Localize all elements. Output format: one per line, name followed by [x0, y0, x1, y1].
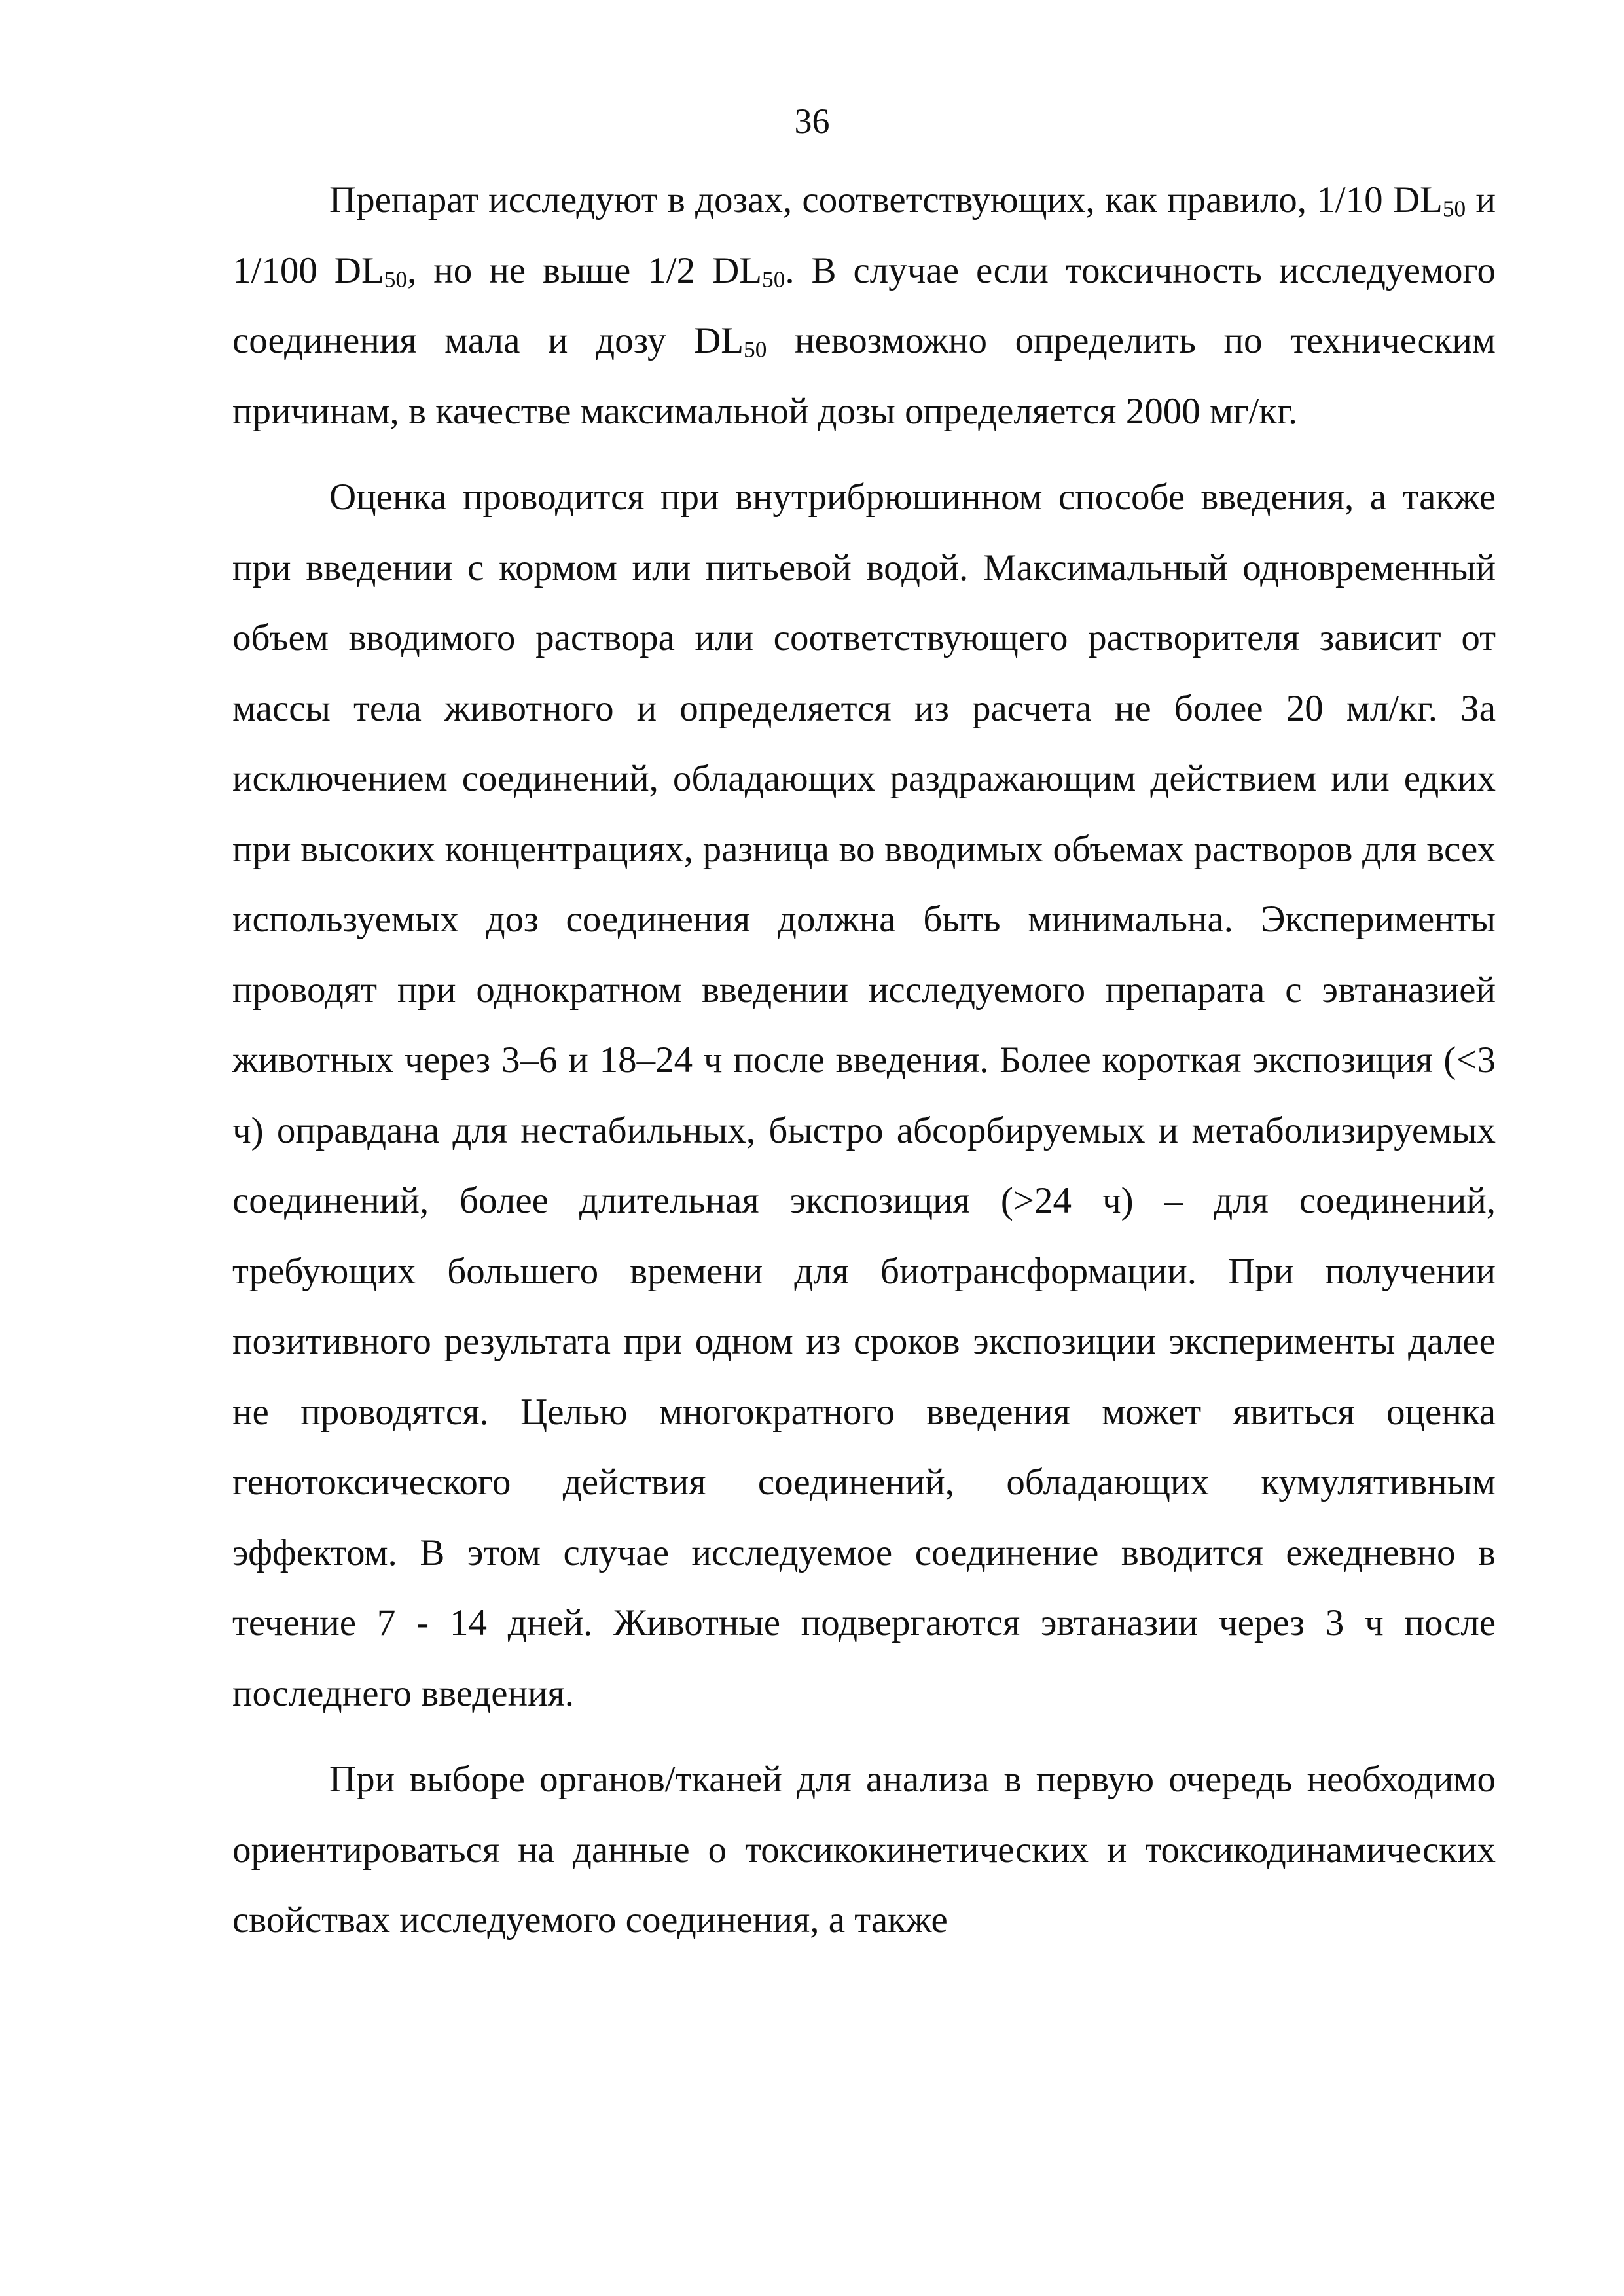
page-number: 36: [794, 101, 830, 141]
paragraph-organ-selection: При выборе органов/тканей для анализа в первую очередь необходимо ориентироваться на данные о токсикокинетических и токсикодинамических свойствах исследуемого соединения, а также: [232, 1759, 1496, 1941]
document-body: [232, 165, 1496, 1956]
paragraph-text: , но не выше 1/2: [407, 249, 713, 291]
paragraph-administration: Оценка проводится при внутрибрюшинном способе введения, а также при введении с кормом или питьевой водой. Максимальный одновременный объем вводимого раствора или соответствующего растворителя зависит от массы тела животного и определяется из расчета не более 20 мл/кг. За исключением соединений, обладающих раздражающим действием или едких при высоких концентрациях, разница во вводимых объемах растворов для всех используемых доз соединения должна быть минимальна. Эксперименты проводят при однократном введении исследуемого препарата с эвтаназией животных через 3–6 и 18–24 ч после введения. Более короткая экспозиция (<3 ч) оправдана для нестабильных, быстро абсорбируемых и метаболизируемых соединений, более длительная экспозиция (>24 ч) – для соединений, требующих большего времени для биотрансформации. При получении позитивного результата при одном из сроков экспозиции эксперименты далее не проводятся. Целью многократного введения может явиться оценка генотоксического действия соединений, обладающих кумулятивным эффектом. В этом случае исследуемое соединение вводится ежедневно в течение 7 - 14 дней. Животные подвергаются эвтаназии через 3 ч после последнего введения.: [232, 476, 1496, 1714]
dl50-term: $DL_{50}$: [712, 249, 785, 292]
paragraph-text: невозможно определить по техническим причинам, в качестве максимальной дозы определяется 2000 мг/кг.: [232, 320, 1496, 432]
dl50-term: $DL_{50}$: [334, 249, 408, 292]
dl50-term: $DL_{50}$: [694, 320, 767, 363]
paragraph-dosage: [232, 165, 1496, 446]
dl50-term: $DL_{50}$: [1392, 179, 1466, 222]
paragraph-text: и 1/100: [232, 179, 1496, 291]
paragraph-text: . В случае если токсичность исследуемого соединения мала и дозу: [232, 249, 1496, 361]
paragraph-text: Препарат исследуют в дозах, соответствующих, как правило, 1/10: [329, 179, 1393, 221]
